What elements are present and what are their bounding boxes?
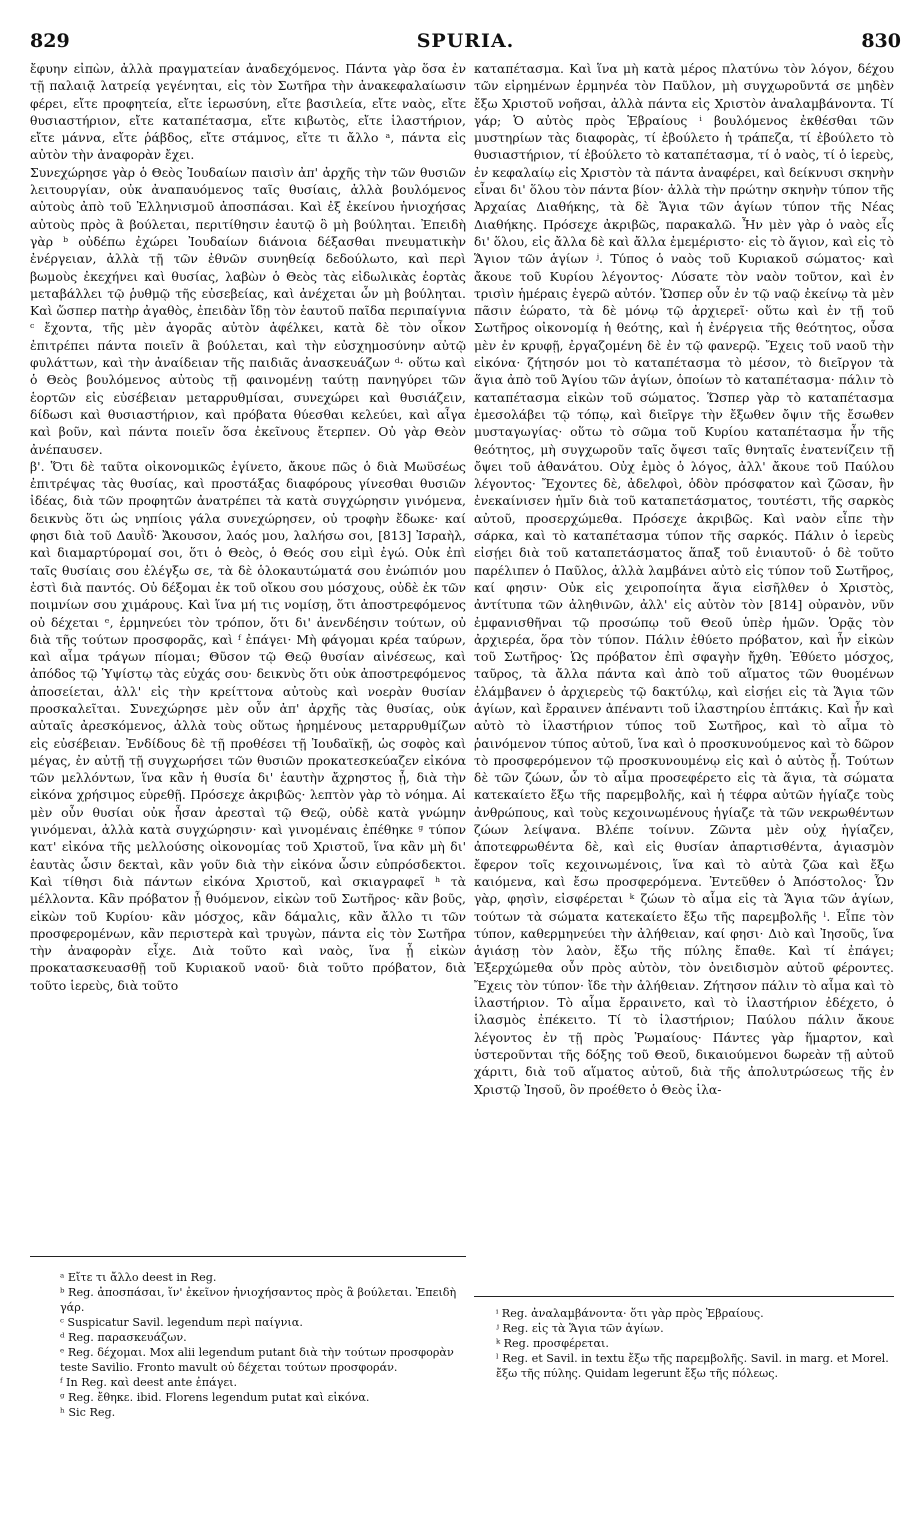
paragraph: ἔφυην εἰπὼν, ἀλλὰ πραγματείαν ἀναδεχόμενος. Πάντα γὰρ ὅσα ἐν τῇ παλαιᾷ λατρείᾳ γεγένηται, εἰς τὸν Σωτῆρα τὴν ἀνακεφαλαίωσιν φέρει, εἴτε προφητεία, εἴτε ἱερωσύνη, εἴτε βασιλεία, εἴτε ναὸς, εἴτε θυσιαστήριον, εἴτε καταπέτασμα, εἴτε κιβωτὸς, εἴτε ἱλαστήριον, εἴτε μάννα, εἴτε ῥάβδος, εἴτε στάμνος, εἴτε τι ἄλλο ᵃ, πάντα εἰς αὐτὸν τὴν ἀναφορὰν ἔχει. xyxy=(30,61,466,163)
paragraph: καταπέτασμα. Καὶ ἵνα μὴ κατὰ μέρος πλατύνω τὸν λόγον, δέχου τῶν εἰρημένων ἑρμηνέα τὸν Παῦλον, μὴ συγχωροῦντά σε μηδὲν ἔξω Χριστοῦ νοῆσαι, ἀλλὰ πάντα εἰς Χριστὸν ἀναλαμβάνοντα. Τί γάρ; Ὁ αὐτὸς πρὸς Ἑβραίους ⁱ βουλόμενος ἐκθέσθαι τῶν μυστηρίων τὰς διαφορὰς, τί ἐβούλετο ἡ τράπεζα, τί ἐβούλετο τὸ θυσιαστήριον, τί ἐβούλετο τὸ καταπέτασμα, τί ὁ ναὸς, τί ὁ ἱερεὺς, ἐν κεφαλαίῳ εἰς Χριστὸν τὰ πάντα ἀναφέρει, καὶ δείκνυσι σκηνὴν εἶναι δι' ὅλου τὸν πάντα βίον· ἀλλὰ τὴν πρώτην σκηνὴν τύπον τῆς Ἀρχαίας Διαθήκης, τὰ δὲ Ἅγια τῶν ἁγίων τύπον τῆς Νέας Διαθήκης. Πρόσεχε ἀκριβῶς, παρακαλῶ. Ἦν μὲν γὰρ ὁ ναὸς εἷς δι' ὅλου, εἰς ἄλλα δὲ καὶ ἄλλα ἐμεμέριστο· εἰς τὸ ἅγιον, καὶ εἰς τὸ Ἅγιον τῶν ἁγίων ʲ. Τύπος ὁ ναὸς τοῦ Κυριακοῦ σώματος· καὶ ἄκουε τοῦ Κυρίου λέγοντος· Λύσατε τὸν ναὸν τοῦτον, καὶ ἐν τρισὶν ἡμέραις ἐγερῶ αὐτόν. Ὥσπερ οὖν ἐν τῷ ναῷ ἐκείνῳ τὰ μὲν πᾶσιν ἑώρατο, τὰ δὲ μόνῳ τῷ ἀρχιερεῖ· οὕτω καὶ ἐν τῇ τοῦ Σωτῆρος οἰκονομίᾳ ἡ θεότης, καὶ ἡ ἐνέργεια τῆς θεότητος, οὖσα μὲν ἐν κρυφῇ, ἐργαζομένη δὲ ἐν τῷ φανερῷ. Ἔχεις τοῦ ναοῦ τὴν εἰκόνα· ζήτησόν μοι τὸ καταπέτασμα τὸ μέσον, τὸ διεῖργον τὰ ἅγια ἀπὸ τοῦ Ἁγίου τῶν ἁγίων, ὁποίων τὸ καταπέτασμα· πάλιν τὸ καταπέτασμα εἰκὼν τοῦ σώματος. Ὥσπερ γὰρ τὸ καταπέτασμα ἐμεσολάβει τῷ τόπῳ, καὶ διεῖργε τὴν ἔξωθεν ὄψιν τῆς ἔσωθεν μυσταγωγίας· οὕτω τὸ σῶμα τοῦ Κυρίου καταπέτασμα ἦν τῆς θεότητος, μὴ συγχωροῦν ταῖς ὄψεσι ταῖς θνηταῖς ἐνατενίζειν τῇ ὄψει τοῦ ἀθανάτου. Οὐχ ἐμὸς ὁ λόγος, ἀλλ' ἄκουε τοῦ Παύλου λέγοντος· Ἔχοντες δὲ, ἀδελφοὶ, ὁδὸν πρόσφατον καὶ ζῶσαν, ἣν ἐνεκαίνισεν ἡμῖν διὰ τοῦ καταπετάσματος, τουτέστι, τῆς σαρκὸς αὐτοῦ, προσερχώμεθα. Πρόσεχε ἀκριβῶς. Καὶ ναὸν εἶπε τὴν σάρκα, καὶ τὸ καταπέτασμα τύπον τῆς σαρκός. Πάλιν ὁ ἱερεὺς εἰσῄει διὰ τοῦ καταπετάσματος ἅπαξ τοῦ ἐνιαυτοῦ· ὁ δὲ τοῦτο παρέλιπεν ὁ Παῦλος, ἀλλὰ λαμβάνει αὐτὸ εἰς τύπον τοῦ Σωτῆρος, καί φησιν· Οὐκ εἰς χειροποίητα ἅγια εἰσῆλθεν ὁ Χριστὸς, ἀντίτυπα τῶν ἀληθινῶν, ἀλλ' εἰς αὐτὸν τὸν [814] οὐρανὸν, νῦν ἐμφανισθῆναι τῷ προσώπῳ τοῦ Θεοῦ ὑπὲρ ἡμῶν. Ὁρᾷς τὸν ἀρχιερέα, ὅρα τὸν τύπον. Πάλιν ἐθύετο πρόβατον, καὶ ἦν εἰκὼν τοῦ Σωτῆρος· Ὡς πρόβατον ἐπὶ σφαγὴν ἤχθη. Ἐθύετο μόσχος, ταῦρος, τὰ ἄλλα πάντα καὶ ἀπὸ τοῦ αἵματος τῶν θυομένων ἐλάμβανεν ὁ ἀρχιερεὺς τῷ δακτύλῳ, καὶ εἰσῄει εἰς τὰ Ἅγια τῶν ἁγίων, καὶ ἔρραινεν ἀπέναντι τοῦ ἱλαστηρίου ἑπτάκις. Καὶ ἦν καὶ αὐτὸ τὸ ἱλαστήριον τύπος τοῦ Σωτῆρος, καὶ τὸ αἷμα τὸ ῥαινόμενον τύπος αὐτοῦ, ἵνα καὶ ὁ προσκυνούμενος καὶ τὸ δῶρον τὸ προσφερόμενον τῷ προσκυνουμένῳ εἰς καὶ ὁ αὐτὸς ᾖ. Τούτων δὲ τῶν ζώων, ὧν τὸ αἷμα προσεφέρετο εἰς τὰ ἅγια, τὰ σώματα κατεκαίετο ἔξω τῆς παρεμβολῆς, καὶ ἡ τέφρα αὐτῶν ἡγίαζε τοὺς ἀνθρώπους, καὶ τοὺς κεχοινωμένους ἡγίαζε τὰ τῶν νεκρωθέντων ζώων λείψανα. Βλέπε τοίνυν. Ζῶντα μὲν οὐχ ἡγίαζεν, ἀποτεφρωθέντα δὲ, καὶ εἰς θυσίαν ἀπαρτισθέντα, ἁγιασμὸν ἔφερον τοῖς κεχοινωμένοις, ἵνα καὶ τὸ αὐτὰ ζῶα καὶ ἔξω καιόμενα, καὶ ἔσω προσφερόμενα. Ἐντεῦθεν ὁ Ἀπόστολος· Ὧν γὰρ, φησὶν, εἰσφέρεται ᵏ ζώων τὸ αἷμα εἰς τὰ Ἅγια τῶν ἁγίων, τούτων τὰ σώματα κατεκαίετο ἔξω τῆς παρεμβολῆς ˡ. Εἶπε τὸν τύπον, καθερμηνεύει τὴν ἀλήθειαν, καί φησι· Διὸ καὶ Ἰησοῦς, ἵνα ἁγιάσῃ τὸν λαὸν, ἔξω τῆς πύλης ἔπαθε. Καὶ τί ἐπάγει; Ἐξερχώμεθα οὖν πρὸς αὐτὸν, τὸν ὀνειδισμὸν αὐτοῦ φέροντες. Ἔχεις τὸν τύπον· ἴδε τὴν ἀλήθειαν. Ζήτησον πάλιν τὸ αἷμα καὶ τὸ ἱλαστήριον. Τὸ αἷμα ἔρραινετο, καὶ τὸ ἱλαστήριον ἐδέχετο, ὁ ἱλασμὸς ἐπέκειτο. Τί τὸ ἱλαστήριον; Παύλου πάλιν ἄκουε λέγοντος ἐν τῇ πρὸς Ῥωμαίους· Πάντες γὰρ ἥμαρτον, καὶ ὑστεροῦνται τῆς δόξης τοῦ Θεοῦ, δικαιούμενοι δωρεὰν τῇ αὐτοῦ χάριτι, διὰ τοῦ αἵματος αὐτοῦ, διὰ τῆς ἀπολυτρώσεως τῆς ἐν Χριστῷ Ἰησοῦ, ὃν προέθετο ὁ Θεὸς ἱλα- xyxy=(474,61,894,1097)
footnote: ᵉ Reg. δέχομαι. Mox alii legendum putant διὰ τὴν τούτων προσφορὰν teste Savilio. Fronto mavult οὐ δέχεται τούτων προσφοράν. xyxy=(60,1346,454,1374)
footnote: ᵏ Reg. προσφέρεται. xyxy=(496,1337,609,1350)
page-number-left: 829 xyxy=(30,30,70,52)
footnote: ᵃ Εἴτε τι ἄλλο deest in Reg. xyxy=(60,1271,217,1284)
running-title: SPURIA. xyxy=(416,30,515,52)
footnote: ʰ Sic Reg. xyxy=(60,1406,116,1419)
footnote: ᵈ Reg. παρασκευάζων. xyxy=(60,1331,187,1344)
footnote: ⁱ Reg. ἀναλαμβάνοντα· ὅτι γὰρ πρὸς Ἑβραίους. xyxy=(496,1307,764,1320)
page-number-right: 830 xyxy=(861,30,901,52)
footnotes-right xyxy=(496,1306,896,1496)
right-column xyxy=(474,60,894,1240)
footnote-divider xyxy=(474,1296,894,1297)
footnote: ʲ Reg. εἰς τὰ Ἅγια τῶν ἁγίων. xyxy=(496,1322,664,1335)
footnote: ˡ Reg. et Savil. in textu ἔξω τῆς παρεμβολῆς. Savil. in marg. et Morel. ἔξω τῆς πύλης. Quidam legerunt ἔξω τῆς πόλεως. xyxy=(496,1352,889,1380)
footnotes-left xyxy=(60,1270,460,1520)
running-header xyxy=(30,30,901,58)
footnote: ᶜ Suspicatur Savil. legendum περὶ παίγνια. xyxy=(60,1316,303,1329)
paragraph: β'. Ὅτι δὲ ταῦτα οἰκονομικῶς ἐγίνετο, ἄκουε πῶς ὁ διὰ Μωϋσέως ἐπιτρέψας τὰς θυσίας, καὶ προστάξας διαφόρους γίνεσθαι θυσιῶν ἰδέας, διὰ τῶν προφητῶν ἀνατρέπει τὰ κατὰ συγχώρησιν γινόμενα, δεικνὺς ὅτι ὡς νηπίοις γάλα συνεχώρησεν, οὐ τροφὴν ἔδωκε· καί φησι διὰ τοῦ Δαυῒδ· Ἄκουσον, λαός μου, λαλήσω σοι, [813] Ἰσραὴλ, καὶ διαμαρτύρομαί σοι, ὅτι ὁ Θεὸς, ὁ Θεός σου εἰμὶ ἐγώ. Οὐκ ἐπὶ ταῖς θυσίαις σου ἐλέγξω σε, τὰ δὲ ὁλοκαυτώματά σου ἐνώπιόν μου ἐστὶ διὰ παντός. Οὐ δέξομαι ἐκ τοῦ οἴκου σου μόσχους, οὐδὲ ἐκ τῶν ποιμνίων σου χιμάρους. Καὶ ἵνα μή τις νομίσῃ, ὅτι ἀποστρεφόμενος οὐ δέχεται ᵉ, ἑρμηνεύει τὸν τρόπον, ὅτι δι' ἀνενδέησιν τούτων, οὐ διὰ τῆς τούτων προσφορᾶς, καὶ ᶠ ἐπάγει· Μὴ φάγομαι κρέα ταύρων, καὶ αἷμα τράγων πίομαι; Θῦσον τῷ Θεῷ θυσίαν αἰνέσεως, καὶ ἀπόδος τῷ Ὑψίστῳ τὰς εὐχάς σου· δεικνὺς ὅτι οὐκ ἀποστρεφόμενος ἀποσείεται, ἀλλ' εἰς τὴν κρείττονα αὐτοὺς καὶ νοερὰν θυσίαν προσκαλεῖται. Συνεχώρησε μὲν οὖν ἀπ' ἀρχῆς τὰς θυσίας, οὐκ αὐταῖς ἀρεσκόμενος, ἀλλὰ τοὺς οὕτως ἠρημένους μεταρρυθμίζων εἰς εὐσέβειαν. Ἐνδίδους δὲ τῇ προθέσει τῇ Ἰουδαϊκῇ, ὡς σοφὸς καὶ μέγας, ἐν αὐτῇ τῇ συγχωρήσει τῶν θυσιῶν προκατεσκεύαζεν εἰκόνα τῶν μελλόντων, ἵνα κἂν ἡ θυσία δι' ἑαυτὴν ἄχρηστος ᾖ, διὰ τὴν εἰκόνα χρήσιμος εὑρεθῇ. Πρόσεχε ἀκριβῶς· λεπτὸν γὰρ τὸ νόημα. Αἱ μὲν οὖν θυσίαι οὐκ ἦσαν ἀρεσταὶ τῷ Θεῷ, οὐδὲ κατὰ γνώμην γινόμεναι, ἀλλὰ κατὰ συγχώρησιν· καὶ γινομέναις ἐπέθηκε ᵍ τύπον κατ' εἰκόνα τῆς μελλούσης οἰκονομίας τοῦ Χριστοῦ, ἵνα κἂν μὴ δι' ἑαυτὰς ὦσιν δεκταὶ, κἂν γοῦν διὰ τὴν εἰκόνα ὦσιν εὐπρόσδεκτοι. Καὶ τίθησι διὰ πάντων εἰκόνα Χριστοῦ, καὶ σκιαγραφεῖ ʰ τὰ μέλλοντα. Κἂν πρόβατον ᾖ θυόμενον, εἰκὼν τοῦ Σωτῆρος· κἂν βοῦς, εἰκὼν τοῦ Κυρίου· κἂν μόσχος, κἂν δάμαλις, κἂν ἄλλο τι τῶν προσφερομένων, κἂν περιστερὰ καὶ τρυγὼν, πάντα εἰς τὸν Σωτῆρα τὴν ἀναφορὰν εἶχε. Διὰ τοῦτο καὶ ναὸς, ἵνα ᾖ εἰκὼν προκατασκευασθῇ τοῦ Κυριακοῦ ναοῦ· διὰ τοῦτο πρόβατον, διὰ τοῦτο ἱερεὺς, διὰ τοῦτο xyxy=(30,458,466,993)
paragraph: Συνεχώρησε γὰρ ὁ Θεὸς Ἰουδαίων παισὶν ἀπ' ἀρχῆς τὴν τῶν θυσιῶν λειτουργίαν, οὐκ ἀναπαυόμενος ταῖς θυσίαις, ἀλλὰ βουλόμενος αὐτοὺς ἀπὸ τοῦ Ἑλληνισμοῦ ἀποσπάσαι. Καὶ ἐξ ἐκείνου ἠνιοχήσας αὐτοὺς πρὸς ἃ βούλεται, περιτίθησιν ἑαυτῷ ὃ μὴ βούληται. Ἐπειδὴ γὰρ ᵇ οὐδέπω ἐχώρει Ἰουδαίων διάνοια δέξασθαι πνευματικὴν ἐνέργειαν, ἀλλὰ τῇ τῶν ἐθνῶν συνηθείᾳ δεδούλωτο, καὶ περὶ βωμοὺς ἐκεχήνει καὶ θυσίας, λαβὼν ὁ Θεὸς τὰς εἰδωλικὰς ἑορτὰς μεταβάλλει τῷ ῥυθμῷ τῆς εὐσεβείας, καὶ ἀνέχεται ὧν μὴ βούληται. Καὶ ὥσπερ πατὴρ ἀγαθὸς, ἐπειδὰν ἴδῃ τὸν ἑαυτοῦ παῖδα περιπαίγνια ᶜ ἔχοντα, τῆς μὲν ἀγορᾶς αὐτὸν ἀφέλκει, κατὰ δὲ τὸν οἶκον ἐπιτρέπει πάντα ποιεῖν ἃ βούλεται, καὶ τὴν εὐσχημοσύνην αὐτῷ φυλάττων, καὶ τὴν ἀναίδειαν τῆς παιδιᾶς ἀνασκευάζων ᵈ· οὕτω καὶ ὁ Θεὸς βουλόμενος αὐτοὺς τῇ φαινομένῃ ταύτῃ πανηγύρει τῶν ἑορτῶν εἰς εὐσέβειαν μεταρρυθμίσαι, συνεχώρει καὶ θυσιάζειν, δίδωσι καὶ θυσιαστήριον, καὶ πρόβατα θύεσθαι κελεύει, καὶ αἶγα καὶ βοῦν, καὶ πάντα ποιεῖν ὅσα ἐκεῖνους ἔτερπεν. Οὐ γὰρ Θεὸν ἀνέπαυσεν. xyxy=(30,164,466,457)
footnote: ᵍ Reg. ἔθηκε. ibid. Florens legendum putat καὶ εἰκόνα. xyxy=(60,1391,370,1404)
footnote: ᶠ In Reg. καὶ deest ante ἐπάγει. xyxy=(60,1376,238,1389)
footnote: ᵇ Reg. ἀποσπάσαι, ἵν' ἐκεῖνον ἡνιοχήσαντος πρὸς ἃ βούλεται. Ἐπειδὴ γάρ. xyxy=(60,1286,457,1314)
left-column xyxy=(30,60,466,1246)
footnote-divider xyxy=(30,1256,466,1257)
